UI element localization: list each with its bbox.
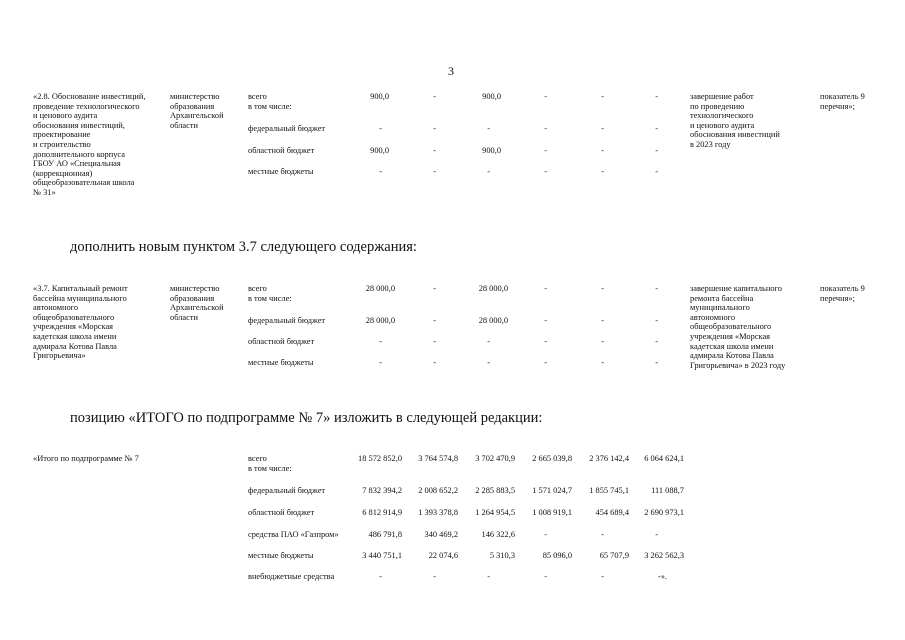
b3-r0-c4: 2 376 142,4 [589,454,629,463]
b2-r3-c3: - [544,358,547,367]
b3-r5-c1: - [433,572,436,581]
b2-r1-c0: 28 000,0 [365,316,395,325]
b3-r3-c3: - [544,530,547,539]
b3-r5-c5: -». [657,572,667,581]
b1-r2-c5: - [655,146,658,155]
row-label-local: местные бюджеты [248,167,314,176]
b3-r1-c1: 2 008 652,2 [418,486,458,495]
b3-r4-c0: 3 440 751,1 [362,551,402,560]
b2-r0-c2: 28 000,0 [478,284,508,293]
b1-r1-c3: - [544,124,547,133]
b3-r5-c0: - [379,572,382,581]
b3-r5-c4: - [601,572,604,581]
executor: министерство образования Архангельской области [170,284,224,322]
b2-r0-c3: - [544,284,547,293]
b3-r3-c0: 486 791,8 [368,530,402,539]
b1-r3-c5: - [655,167,658,176]
b3-r1-c4: 1 855 745,1 [589,486,629,495]
b3-r1-c2: 2 285 883,5 [475,486,515,495]
event-name: «3.7. Капитальный ремонт бассейна муниципального автономного общеобразовательного учреждения «Морская кадетская школа имени адмирала Котова Павла Григорьевича» [33,284,128,361]
page-number: 3 [448,64,454,78]
total-name: «Итого по подпрограмме № 7 [33,454,139,463]
b2-r3-c1: - [433,358,436,367]
b2-r0-c1: - [433,284,436,293]
b1-r3-c2: - [487,167,490,176]
b2-r2-c0: - [379,337,382,346]
b1-r1-c1: - [433,124,436,133]
b3-r2-c3: 1 008 919,1 [532,508,572,517]
b3-r3-c5: - [655,530,658,539]
b1-r0-c4: - [601,92,604,101]
b3-r2-c4: 454 689,4 [595,508,629,517]
row-label-regional: областной бюджет [248,146,315,155]
executor: министерство образования Архангельской области [170,92,224,130]
event-name: «2.8. Обоснование инвестиций, проведение технологического и ценового аудита обоснования инвестиций, проектирование и строительство дополнительного корпуса ГБОУ АО «Специальная (коррекционная) общеобразовательная школа № 31» [33,92,146,197]
b1-r0-c0: 900,0 [370,92,389,101]
row-label-federal: федеральный бюджет [248,486,326,495]
b3-r1-c5: 111 088,7 [651,486,684,495]
row-label-regional: областной бюджет [248,508,315,517]
b3-r3-c1: 340 469,2 [424,530,458,539]
b1-r3-c0: - [379,167,382,176]
b3-r2-c2: 1 264 954,5 [475,508,515,517]
row-label-gazprom: средства ПАО «Газпром» [248,530,339,539]
row-label-federal: федеральный бюджет [248,316,326,325]
b3-r4-c2: 5 310,3 [489,551,515,560]
b2-r2-c4: - [601,337,604,346]
b3-r0-c3: 2 665 039,8 [532,454,572,463]
row-label-local: местные бюджеты [248,551,314,560]
expected-result: завершение капитального ремонта бассейна муниципального автономного общеобразовательного учреждения «Морская кадетская школа имени адмирала Котова Павла Григорьевича» в 2023 году [690,284,786,370]
b1-r3-c4: - [601,167,604,176]
b2-r0-c0: 28 000,0 [365,284,395,293]
b1-r2-c0: 900,0 [370,146,389,155]
b3-r4-c5: 3 262 562,3 [644,551,684,560]
row-label-federal: федеральный бюджет [248,124,326,133]
heading-total-7: позицию «ИТОГО по подпрограмме № 7» изложить в следующей редакции: [70,410,543,426]
b1-r3-c1: - [433,167,436,176]
b1-r2-c2: 900,0 [482,146,501,155]
b2-r2-c3: - [544,337,547,346]
b3-r4-c4: 65 707,9 [599,551,629,560]
b3-r0-c2: 3 702 470,9 [475,454,515,463]
b2-r1-c2: 28 000,0 [478,316,508,325]
b1-r0-c1: - [433,92,436,101]
b1-r0-c5: - [655,92,658,101]
b2-r1-c1: - [433,316,436,325]
b2-r2-c5: - [655,337,658,346]
row-label-total: всего в том числе: [248,284,292,303]
b2-r3-c0: - [379,358,382,367]
heading-add-3-7: дополнить новым пунктом 3.7 следующего содержания: [70,239,417,255]
b3-r2-c1: 1 393 378,8 [418,508,458,517]
indicator: показатель 9 перечня»; [820,92,865,111]
row-label-total: всего в том числе: [248,454,292,473]
row-label-regional: областной бюджет [248,337,315,346]
b1-r0-c2: 900,0 [482,92,501,101]
b1-r3-c3: - [544,167,547,176]
b3-r2-c5: 2 690 973,1 [644,508,684,517]
b3-r0-c5: 6 064 624,1 [644,454,684,463]
b2-r2-c2: - [487,337,490,346]
b2-r0-c5: - [655,284,658,293]
b3-r3-c4: - [601,530,604,539]
expected-result: завершение работ по проведению технологического и ценового аудита обоснования инвестиций в 2023 году [690,92,780,149]
b3-r1-c0: 7 832 394,2 [362,486,402,495]
b3-r1-c3: 1 571 024,7 [532,486,572,495]
b3-r2-c0: 6 812 914,9 [362,508,402,517]
indicator: показатель 9 перечня»; [820,284,865,303]
b3-r4-c3: 85 096,0 [542,551,572,560]
b1-r2-c4: - [601,146,604,155]
row-label-extrabudget: внебюджетные средства [248,572,335,581]
b1-r0-c3: - [544,92,547,101]
b2-r1-c4: - [601,316,604,325]
b2-r1-c5: - [655,316,658,325]
b3-r5-c2: - [487,572,490,581]
b3-r4-c1: 22 074,6 [428,551,458,560]
b3-r0-c0: 18 572 852,0 [358,454,402,463]
b1-r1-c4: - [601,124,604,133]
b2-r3-c4: - [601,358,604,367]
b2-r2-c1: - [433,337,436,346]
row-label-total: всего в том числе: [248,92,292,111]
b2-r3-c2: - [487,358,490,367]
b3-r5-c3: - [544,572,547,581]
b1-r1-c2: - [487,124,490,133]
b3-r3-c2: 146 322,6 [481,530,515,539]
b3-r0-c1: 3 764 574,8 [418,454,458,463]
b1-r2-c1: - [433,146,436,155]
b1-r1-c5: - [655,124,658,133]
b2-r1-c3: - [544,316,547,325]
row-label-local: местные бюджеты [248,358,314,367]
b2-r3-c5: - [655,358,658,367]
b1-r1-c0: - [379,124,382,133]
b1-r2-c3: - [544,146,547,155]
b2-r0-c4: - [601,284,604,293]
